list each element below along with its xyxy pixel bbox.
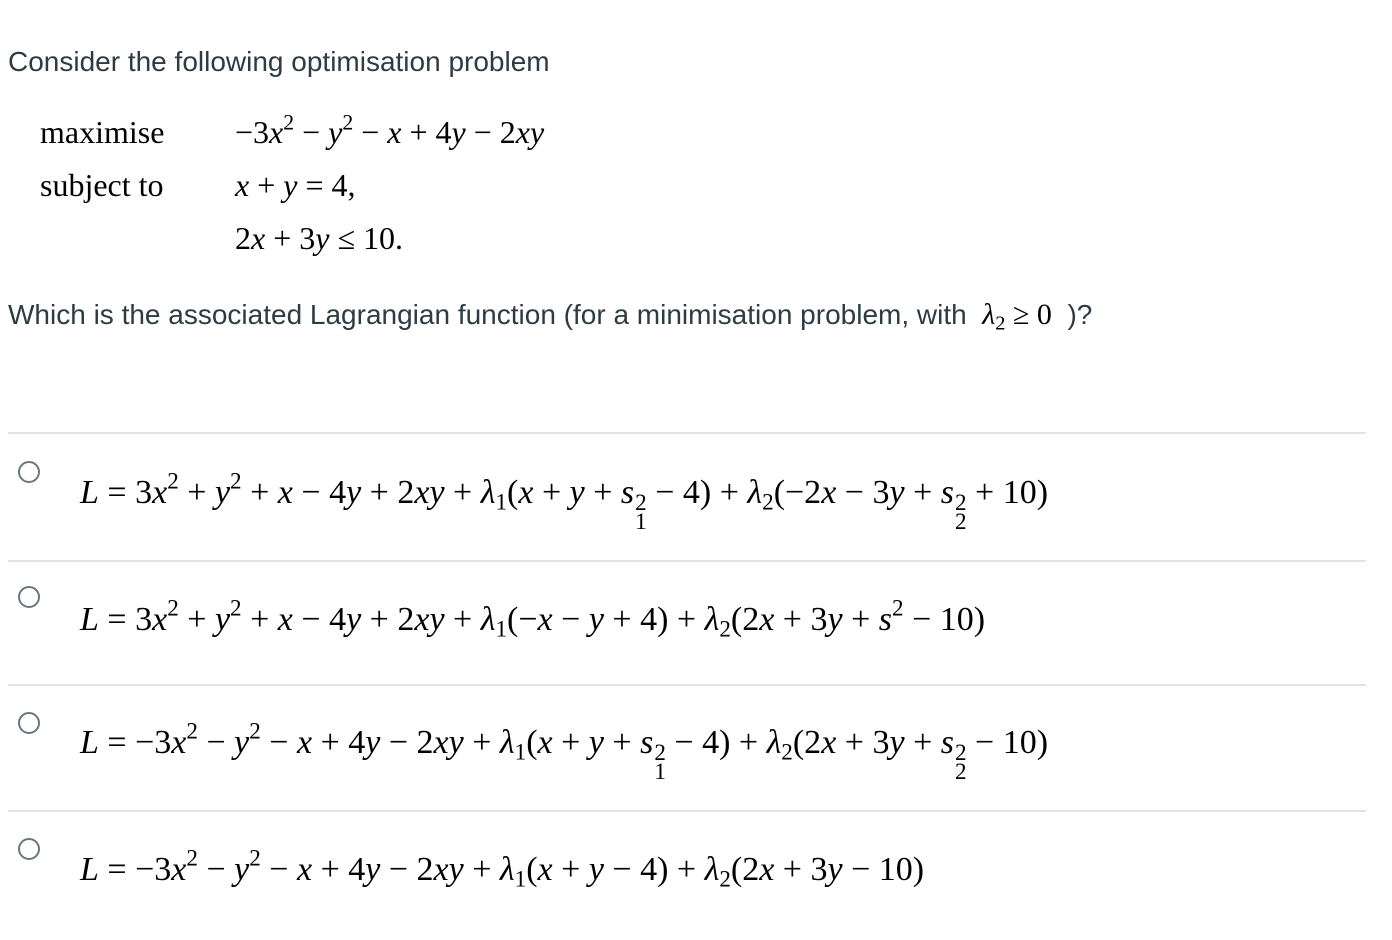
- equality-constraint: x + y = 4,: [235, 167, 356, 203]
- question-close: )?: [1067, 299, 1093, 330]
- lambda-condition: $\lambda_2 \ge 0$: [982, 298, 1052, 335]
- answer-option-4[interactable]: [8, 818, 1366, 898]
- divider: [8, 560, 1366, 562]
- objective-function: $-3x^2 - y^2 - x + 4y - 2xy$: [235, 110, 545, 150]
- radio-button[interactable]: [18, 586, 40, 608]
- inequality-constraint: 2x + 3y ≤ 10.: [235, 220, 404, 256]
- question-prompt: Which is the associated Lagrangian function (for a minimisation problem, with: [8, 299, 967, 330]
- answer-option-2[interactable]: [8, 568, 1366, 648]
- radio-button[interactable]: [18, 461, 40, 483]
- answer-option-1[interactable]: [8, 440, 1366, 536]
- question-text: [8, 298, 1093, 335]
- divider: [8, 810, 1366, 812]
- radio-button[interactable]: [18, 712, 40, 734]
- divider: [8, 684, 1366, 686]
- option-1-expression: $L = 3x^2 + y^2 + x - 4y + 2xy + \lambda_1(x + y + s$ 2 1 − $4) + \lambda_2(-2x - 3y + s$ 2 2 + 10): [80, 468, 1049, 536]
- option-3-expression: $L = -3x^2 - y^2 - x + 4y - 2xy + \lambda_1(x + y + s$ 2 1 − $4) + \lambda_2(2x + 3y + s$ 2 2 − 10): [80, 718, 1049, 786]
- radio-button[interactable]: [18, 838, 40, 860]
- subject-to-label: subject to: [40, 167, 164, 203]
- optimisation-problem: [40, 112, 544, 271]
- option-2-expression: $L = 3x^2 + y^2 + x - 4y + 2xy + \lambda_1(-x - y + 4) + \lambda_2(2x + 3y + s^2 - 10)$: [80, 595, 986, 643]
- question-intro: Consider the following optimisation problem: [8, 46, 550, 77]
- option-4-expression: $L = -3x^2 - y^2 - x + 4y - 2xy + \lambda_1(x + y - 4) + \lambda_2(2x + 3y - 10)$: [80, 845, 925, 893]
- answer-option-3[interactable]: [8, 692, 1366, 786]
- divider: [8, 432, 1366, 434]
- maximise-label: maximise: [40, 114, 165, 150]
